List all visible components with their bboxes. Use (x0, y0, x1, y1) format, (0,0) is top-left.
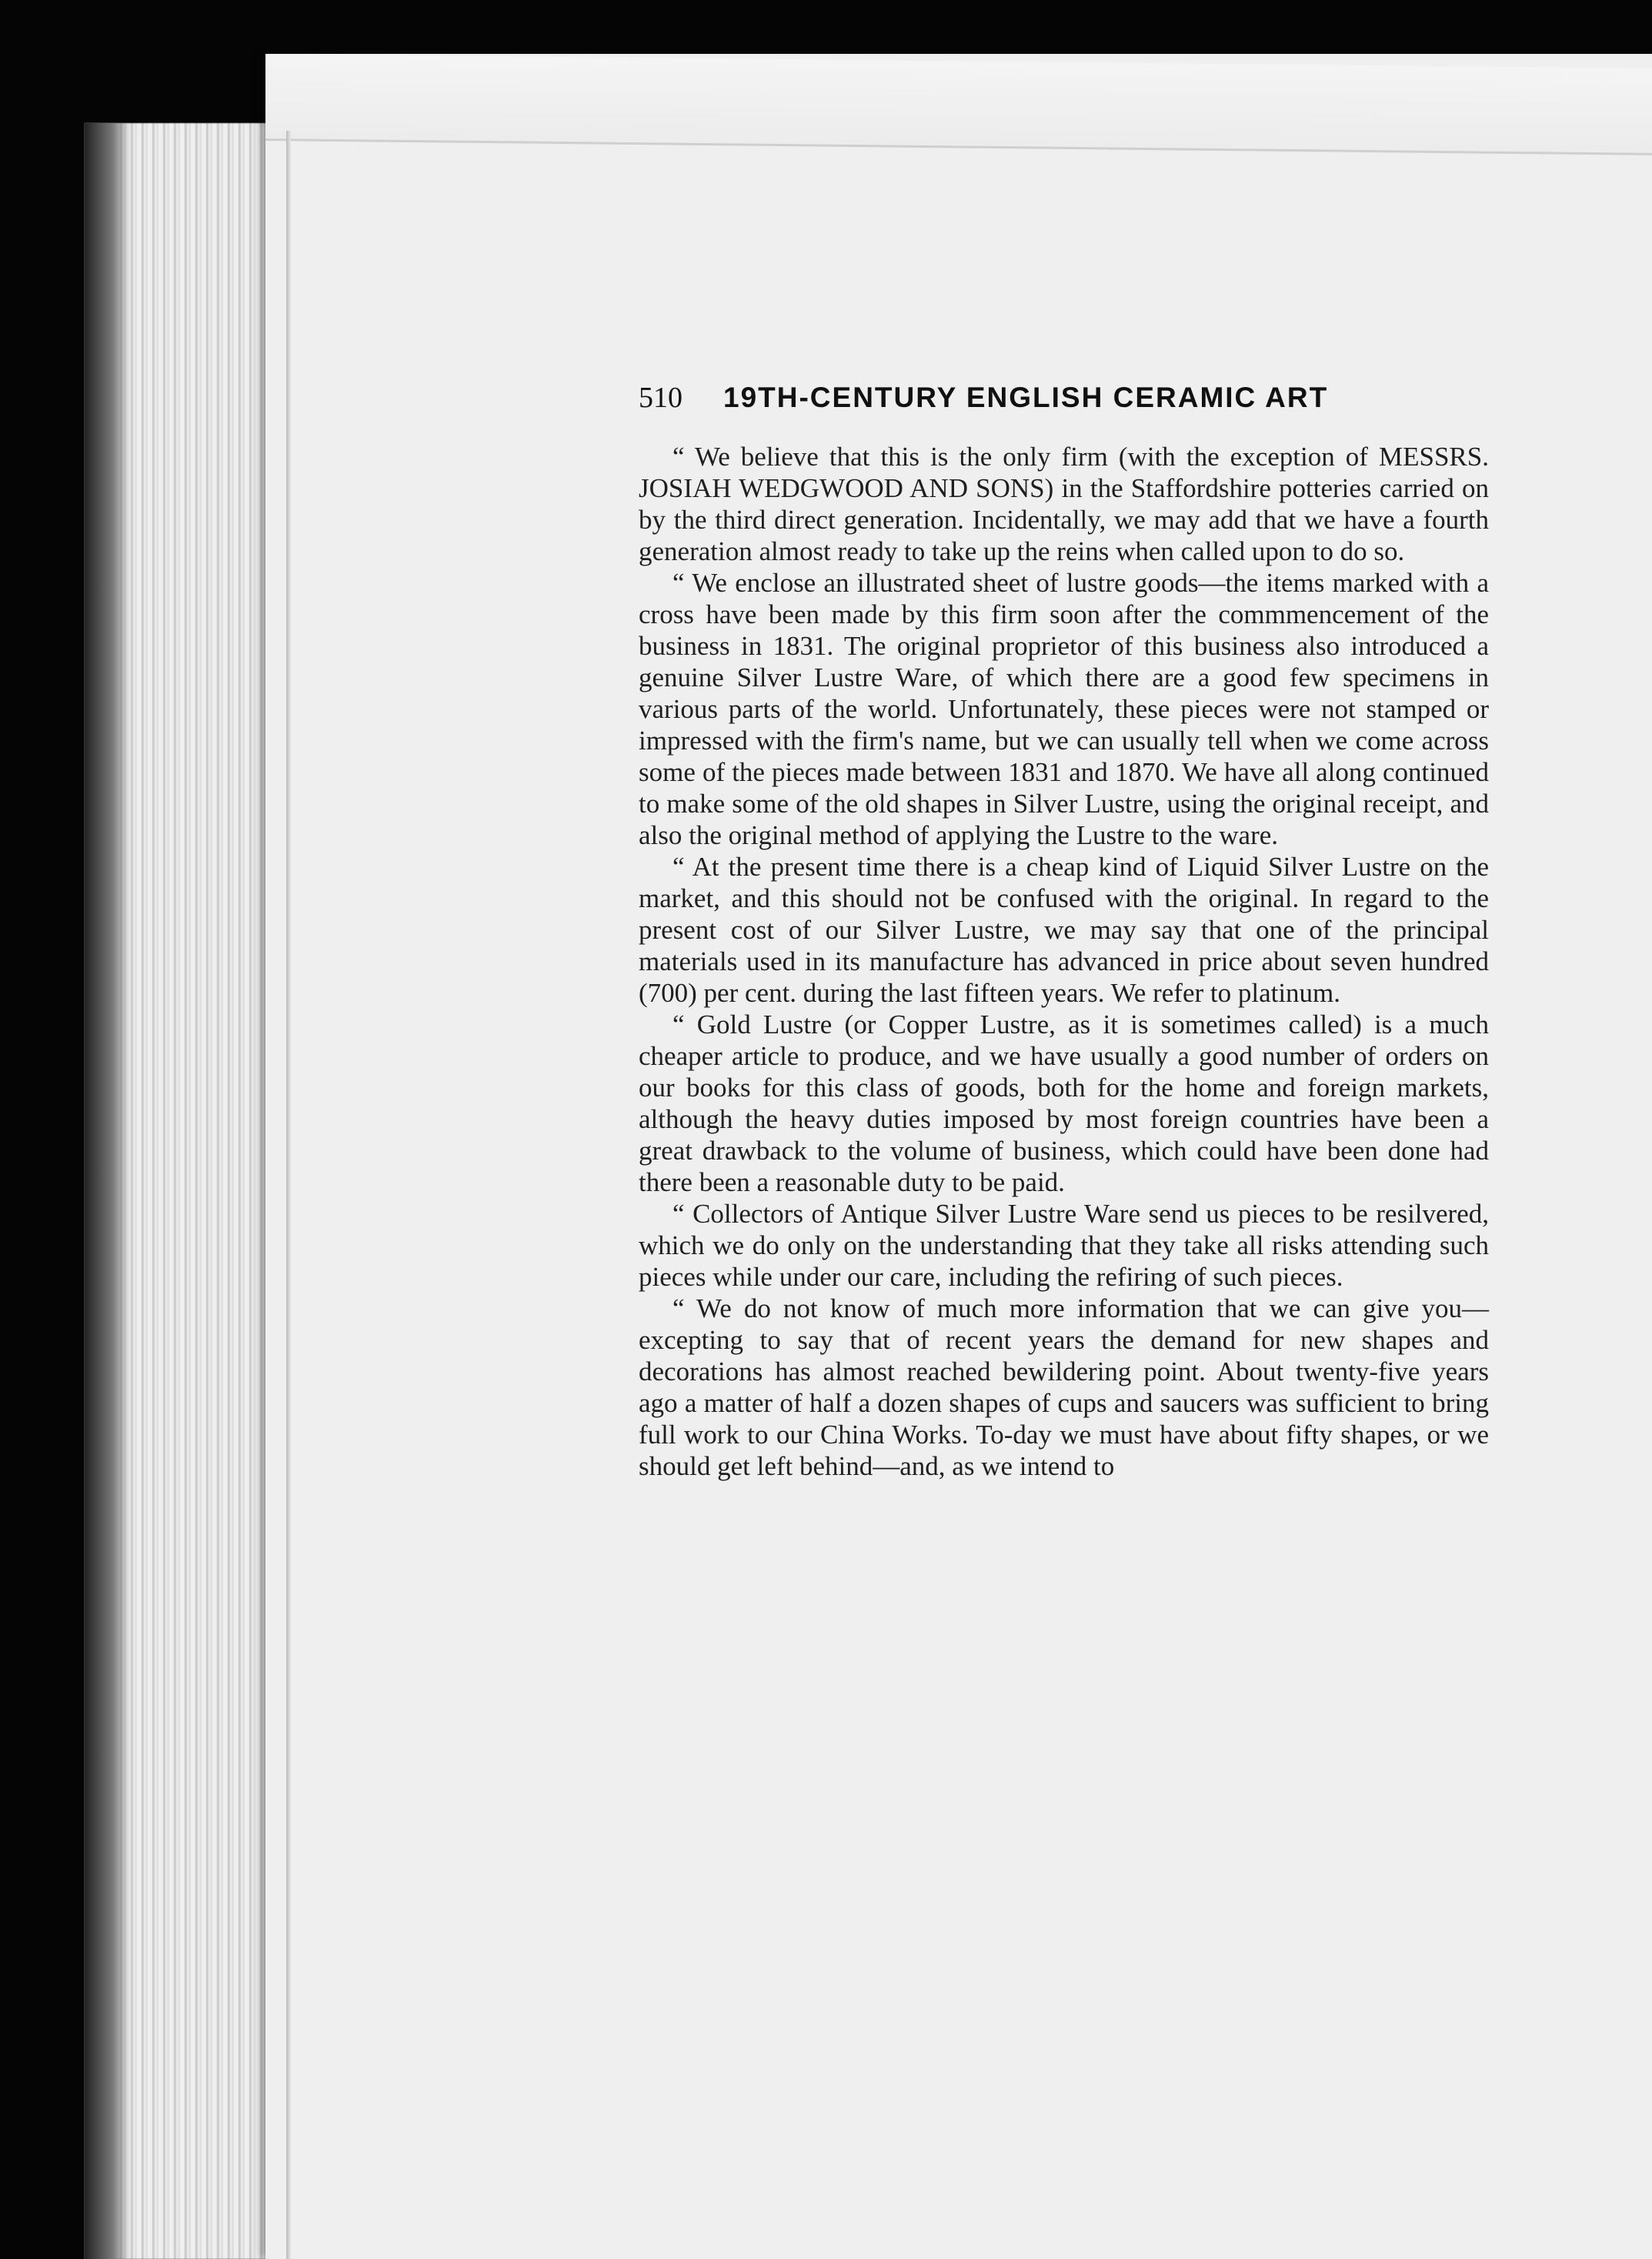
binding-shadow (85, 123, 131, 2259)
page-number: 510 (639, 382, 682, 414)
paragraph: “ We do not know of much more information that we can give you—excepting to say that of recent years the demand for new shapes and decorations has almost reached bewildering point. About twenty-five years ago a matter of half a dozen shapes of cups and saucers was sufficient to bring full work to our China Works. To-day we must have about fifty shapes, or we should get left behind—and, as we intend to (639, 1293, 1489, 1481)
paragraph: “ Collectors of Antique Silver Lustre Ware send us pieces to be resilvered, which we do only on the understanding that they take all risks attending such pieces while under our care, including the refiring of such pieces. (639, 1199, 1489, 1292)
running-head-title: 19TH-CENTURY ENGLISH CERAMIC ART (723, 382, 1329, 413)
paragraph: “ Gold Lustre (or Copper Lustre, as it is sometimes called) is a much cheaper article to produce, and we have usually a good number of orders on our books for this class of goods, both for the home and foreign markets, although the heavy duties imposed by most foreign countries have been a great drawback to the volume of business, which could have been done had there been a reasonable duty to be paid. (639, 1009, 1489, 1197)
page-top-margin (265, 54, 1652, 155)
paragraph: “ We believe that this is the only firm (with the exception of MESSRS. JOSIAH WEDGWOOD AND SONS) in the Staffordshire potteries carried on by the third direct generation. Incidentally, we may add that we have a fourth generation almost ready to take up the reins when called upon to do so. (639, 442, 1489, 566)
paragraph: “ We enclose an illustrated sheet of lustre goods—the items marked with a cross have been made by this firm soon after the commmencement of the business in 1831. The original proprietor of this business also introduced a genuine Silver Lustre Ware, of which there are a good few specimens in various parts of the world. Unfortunately, these pieces were not stamped or impressed with the firm's name, but we can usually tell when we come across some of the pieces made between 1831 and 1870. We have all along continued to make some of the old shapes in Silver Lustre, using the original receipt, and also the original method of applying the Lustre to the ware. (639, 568, 1489, 850)
running-head (639, 381, 1489, 427)
page-inner-edge (286, 131, 291, 2259)
page-content (639, 381, 1489, 1482)
paragraph: “ At the present time there is a cheap kind of Liquid Silver Lustre on the market, and this should not be confused with the original. In regard to the present cost of our Silver Lustre, we may say that one of the principal materials used in its manufacture has advanced in price about seven hundred (700) per cent. during the last fifteen years. We refer to platinum. (639, 852, 1489, 1008)
